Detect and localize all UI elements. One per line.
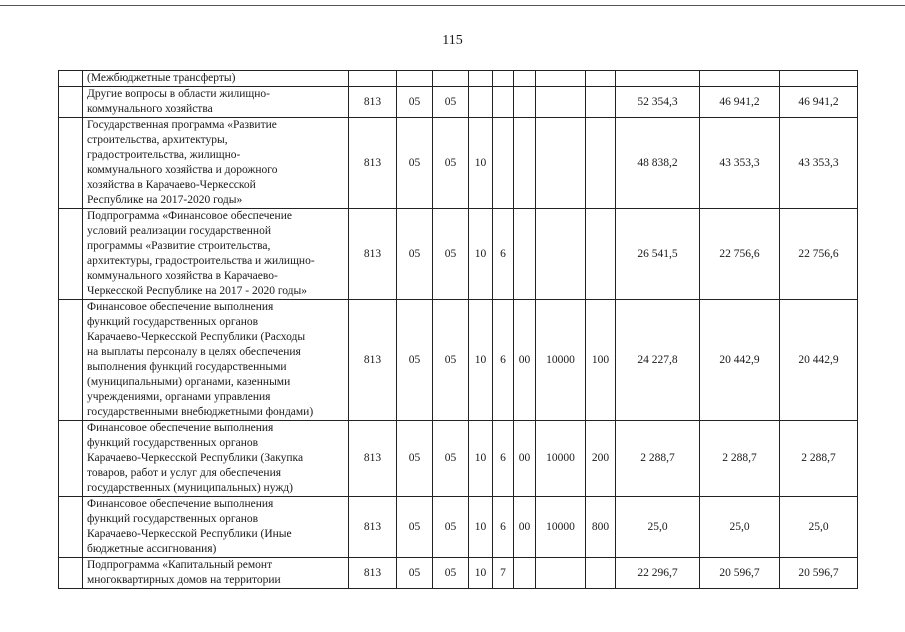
table-row [59, 558, 858, 589]
description-line: государственными внебюджетными фондами) [87, 406, 314, 418]
code-type-cell [586, 558, 616, 589]
code-program-cell: 10 [469, 209, 493, 300]
description-cell [83, 71, 349, 87]
code-section-cell: 05 [397, 300, 433, 421]
description-line: товаров, работ и услуг для обеспечения [87, 467, 282, 479]
amount-2019-cell: 25,0 [700, 497, 780, 558]
description-cell [83, 87, 349, 118]
table-row [59, 497, 858, 558]
table-body [59, 71, 858, 589]
code-section-cell: 05 [397, 421, 433, 497]
description-cell [83, 558, 349, 589]
code-expense-cell [536, 118, 586, 209]
table-row [59, 87, 858, 118]
description-line: Подпрограмма «Капитальный ремонт [87, 559, 273, 571]
code-subprogram-cell: 6 [493, 209, 514, 300]
description-line: бюджетные ассигнования) [87, 543, 217, 555]
row-number-cell [59, 497, 83, 558]
description-cell [83, 209, 349, 300]
amount-2020-cell: 43 353,3 [780, 118, 858, 209]
code-subsection-cell: 05 [433, 497, 469, 558]
code-expense-cell [536, 209, 586, 300]
amount-2020-cell: 2 288,7 [780, 421, 858, 497]
top-rule [0, 5, 905, 6]
description-line: Карачаево-Черкесской Республики (Закупка [87, 452, 304, 464]
code-expense-cell: 10000 [536, 421, 586, 497]
amount-2019-cell: 2 288,7 [700, 421, 780, 497]
description-line: многоквартирных домов на территории [87, 574, 281, 586]
table-row [59, 209, 858, 300]
row-number-cell [59, 300, 83, 421]
code-program-cell [469, 87, 493, 118]
description-line: учреждениями, органами управления [87, 391, 271, 403]
code-section-cell: 05 [397, 209, 433, 300]
row-number-cell [59, 558, 83, 589]
code-subsection-cell: 05 [433, 421, 469, 497]
table-row [59, 71, 858, 87]
code-subprogram-cell [493, 71, 514, 87]
code-type-cell [586, 118, 616, 209]
code-direction-cell [514, 558, 536, 589]
code-expense-cell: 10000 [536, 497, 586, 558]
description-line: Государственная программа «Развитие [87, 119, 277, 131]
code-direction-cell [514, 87, 536, 118]
description-line: условий реализации государственной [87, 225, 271, 237]
code-program-cell: 10 [469, 421, 493, 497]
description-line: (муниципальными) органами, казенными [87, 376, 291, 388]
description-line: функций государственных органов [87, 437, 259, 449]
code-subprogram-cell: 7 [493, 558, 514, 589]
description-line: функций государственных органов [87, 316, 259, 328]
code-section-cell [397, 71, 433, 87]
code-type-cell [586, 209, 616, 300]
row-number-cell [59, 87, 83, 118]
row-number-cell [59, 209, 83, 300]
description-line: Финансовое обеспечение выполнения [87, 422, 274, 434]
row-number-cell [59, 71, 83, 87]
code-program-cell: 10 [469, 558, 493, 589]
description-cell [83, 497, 349, 558]
code-direction-cell: 00 [514, 300, 536, 421]
code-section-cell: 05 [397, 87, 433, 118]
code-section-cell: 05 [397, 497, 433, 558]
code-admin-cell: 813 [349, 497, 397, 558]
code-expense-cell [536, 71, 586, 87]
amount-2018-cell: 25,0 [616, 497, 700, 558]
code-expense-cell [536, 87, 586, 118]
code-expense-cell [536, 558, 586, 589]
amount-2018-cell: 24 227,8 [616, 300, 700, 421]
code-direction-cell: 00 [514, 497, 536, 558]
description-line: Карачаево-Черкесской Республики (Иные [87, 528, 292, 540]
budget-table [58, 70, 858, 589]
description-line: государственных (муниципальных) нужд) [87, 482, 293, 494]
description-line: коммунального хозяйства [87, 103, 213, 115]
amount-2019-cell [700, 71, 780, 87]
code-admin-cell: 813 [349, 558, 397, 589]
code-section-cell: 05 [397, 118, 433, 209]
code-subprogram-cell: 6 [493, 421, 514, 497]
description-line: Карачаево-Черкесской Республики (Расходы [87, 331, 306, 343]
description-line: Финансовое обеспечение выполнения [87, 301, 274, 313]
code-admin-cell: 813 [349, 209, 397, 300]
code-program-cell: 10 [469, 300, 493, 421]
description-line: Финансовое обеспечение выполнения [87, 498, 274, 510]
row-number-cell [59, 118, 83, 209]
amount-2019-cell: 20 442,9 [700, 300, 780, 421]
code-type-cell: 800 [586, 497, 616, 558]
amount-2019-cell: 46 941,2 [700, 87, 780, 118]
code-type-cell [586, 87, 616, 118]
code-program-cell [469, 71, 493, 87]
description-line: архитектуры, градостроительства и жилищно- [87, 255, 315, 267]
code-subsection-cell: 05 [433, 209, 469, 300]
code-type-cell: 200 [586, 421, 616, 497]
description-line: Черкесской Республике на 2017 - 2020 годы» [87, 285, 308, 297]
code-direction-cell [514, 118, 536, 209]
description-line: выполнения функций государственными [87, 361, 287, 373]
row-number-cell [59, 421, 83, 497]
code-subsection-cell: 05 [433, 558, 469, 589]
description-cell [83, 300, 349, 421]
amount-2018-cell: 48 838,2 [616, 118, 700, 209]
code-subprogram-cell: 6 [493, 497, 514, 558]
amount-2018-cell: 52 354,3 [616, 87, 700, 118]
code-admin-cell: 813 [349, 421, 397, 497]
code-program-cell: 10 [469, 497, 493, 558]
amount-2018-cell: 22 296,7 [616, 558, 700, 589]
amount-2020-cell: 20 442,9 [780, 300, 858, 421]
code-admin-cell: 813 [349, 87, 397, 118]
amount-2019-cell: 20 596,7 [700, 558, 780, 589]
description-line: программы «Развитие строительства, [87, 240, 271, 252]
code-subsection-cell: 05 [433, 87, 469, 118]
description-line: хозяйства в Карачаево-Черкесской [87, 179, 256, 191]
amount-2018-cell [616, 71, 700, 87]
description-cell [83, 118, 349, 209]
amount-2020-cell: 25,0 [780, 497, 858, 558]
description-line: коммунального хозяйства в Карачаево- [87, 270, 278, 282]
amount-2018-cell: 2 288,7 [616, 421, 700, 497]
code-expense-cell: 10000 [536, 300, 586, 421]
code-direction-cell [514, 71, 536, 87]
code-section-cell: 05 [397, 558, 433, 589]
page-number: 115 [442, 33, 463, 48]
code-program-cell: 10 [469, 118, 493, 209]
description-line: градостроительства, жилищно- [87, 149, 241, 161]
description-line: (Межбюджетные трансферты) [87, 72, 236, 84]
description-line: Республике на 2017-2020 годы» [87, 194, 243, 206]
amount-2020-cell: 46 941,2 [780, 87, 858, 118]
description-line: строительства, архитектуры, [87, 134, 228, 146]
description-line: функций государственных органов [87, 513, 259, 525]
code-subprogram-cell: 6 [493, 300, 514, 421]
table-row [59, 118, 858, 209]
amount-2020-cell: 22 756,6 [780, 209, 858, 300]
table-row [59, 421, 858, 497]
code-admin-cell: 813 [349, 118, 397, 209]
amount-2019-cell: 43 353,3 [700, 118, 780, 209]
description-line: Другие вопросы в области жилищно- [87, 88, 270, 100]
code-subprogram-cell [493, 118, 514, 209]
description-line: Подпрограмма «Финансовое обеспечение [87, 210, 292, 222]
amount-2020-cell [780, 71, 858, 87]
code-subsection-cell [433, 71, 469, 87]
code-direction-cell [514, 209, 536, 300]
description-line: на выплаты персоналу в целях обеспечения [87, 346, 301, 358]
code-subsection-cell: 05 [433, 300, 469, 421]
code-subprogram-cell [493, 87, 514, 118]
description-line: коммунального хозяйства и дорожного [87, 164, 278, 176]
code-admin-cell: 813 [349, 300, 397, 421]
code-subsection-cell: 05 [433, 118, 469, 209]
code-direction-cell: 00 [514, 421, 536, 497]
code-type-cell: 100 [586, 300, 616, 421]
table-row [59, 300, 858, 421]
amount-2020-cell: 20 596,7 [780, 558, 858, 589]
amount-2018-cell: 26 541,5 [616, 209, 700, 300]
code-admin-cell [349, 71, 397, 87]
amount-2019-cell: 22 756,6 [700, 209, 780, 300]
description-cell [83, 421, 349, 497]
code-type-cell [586, 71, 616, 87]
